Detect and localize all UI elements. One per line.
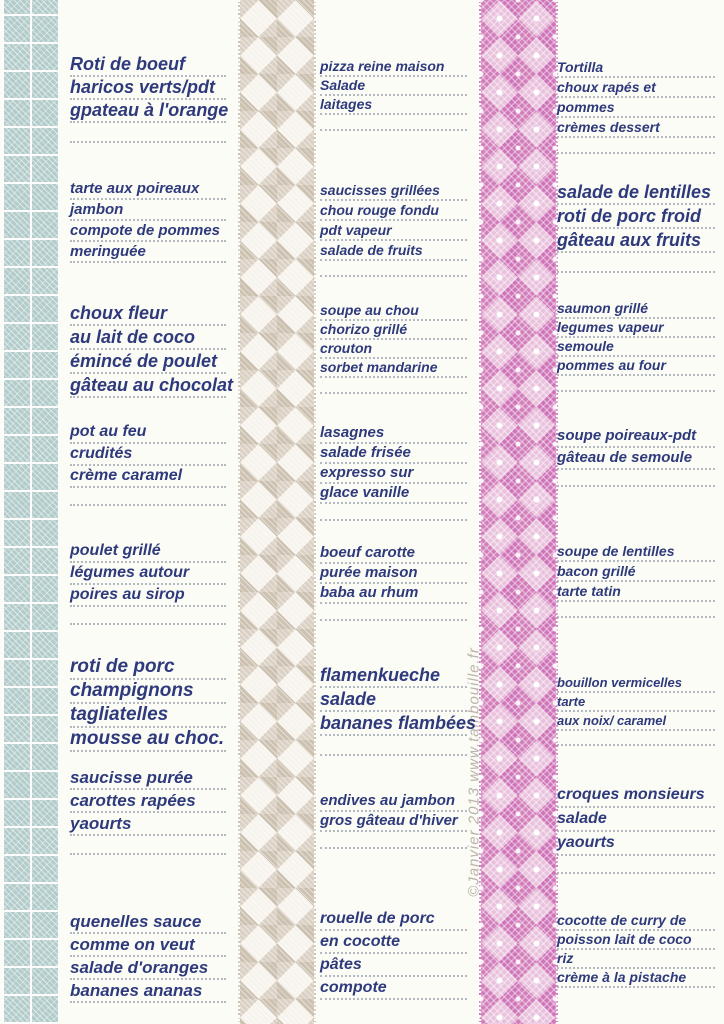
empty-ruled-line [320, 267, 467, 277]
menu-item-text: quenelles sauce [70, 912, 202, 931]
ruled-menu-line [70, 466, 226, 488]
empty-ruled-line [320, 839, 467, 849]
menu-cell [320, 302, 467, 394]
menu-item-text: poires au sirop [70, 586, 185, 603]
ruled-menu-line [320, 302, 467, 321]
menu-item-text: tarte tatin [557, 583, 621, 599]
washi-tape-teal-patchwork-strip [2, 0, 58, 1024]
ruled-menu-line [320, 221, 467, 241]
menu-cell [320, 792, 467, 849]
ruled-menu-line [557, 448, 715, 470]
menu-item-text: gâteau aux fruits [557, 230, 702, 250]
menu-item-text: tarte aux poireaux [70, 180, 200, 197]
menu-item-text: gros gâteau d'hiver [320, 812, 458, 829]
menu-item-text: flamenkueche [320, 665, 441, 685]
menu-item-text: gpateau à l'orange [70, 100, 229, 120]
menu-item-text: baba au rhum [320, 584, 419, 601]
menu-item-text: boeuf carotte [320, 544, 416, 561]
menu-item-text: mousse au choc. [70, 728, 225, 749]
ruled-menu-line [557, 205, 715, 229]
menu-item-text: gâteau de semoule [557, 449, 693, 466]
menu-item-text: saucisses grillées [320, 182, 440, 198]
menu-item-text: aux noix/ caramel [557, 713, 667, 728]
ruled-menu-line [320, 359, 467, 378]
ruled-menu-line [320, 444, 467, 464]
menu-item-text: jambon [70, 201, 124, 218]
menu-cell [70, 767, 226, 855]
menu-item-text: crème à la pistache [557, 969, 687, 985]
empty-ruled-line [557, 477, 715, 487]
menu-item-text: croques monsieurs [557, 786, 705, 803]
ruled-menu-line [70, 656, 226, 680]
ruled-menu-line [70, 200, 226, 221]
menu-cell [70, 179, 226, 263]
menu-cell [70, 656, 226, 752]
empty-ruled-line [557, 261, 715, 273]
ruled-menu-line [70, 326, 226, 350]
ruled-menu-line [70, 302, 226, 326]
menu-item-text: au lait de coco [70, 327, 196, 347]
menu-cell [557, 784, 715, 874]
ruled-menu-line [70, 957, 226, 980]
ruled-menu-line [70, 813, 226, 836]
ruled-menu-line [320, 954, 467, 977]
ruled-menu-line [557, 931, 715, 950]
ruled-menu-line [320, 688, 467, 712]
washi-tape-pink-crosshatch-strip [479, 0, 558, 1024]
ruled-menu-line [557, 98, 715, 118]
menu-item-text: salade [557, 810, 607, 827]
menu-item-text: Tortilla [557, 59, 604, 75]
ruled-menu-line [70, 541, 226, 563]
ruled-menu-line [557, 118, 715, 138]
ruled-menu-line [70, 790, 226, 813]
empty-ruled-line [320, 744, 467, 756]
empty-ruled-line [320, 511, 467, 521]
menu-item-text: Salade [320, 77, 366, 93]
menu-item-text: poulet grillé [70, 542, 161, 559]
menu-item-text: crèmes dessert [557, 119, 660, 135]
ruled-menu-line [70, 54, 226, 77]
menu-item-text: yaourts [70, 814, 132, 833]
ruled-menu-line [70, 242, 226, 263]
ruled-menu-line [70, 728, 226, 752]
ruled-menu-line [70, 179, 226, 200]
menu-item-text: salade de fruits [320, 242, 423, 258]
menu-item-text: crème caramel [70, 467, 183, 484]
empty-ruled-line [320, 611, 467, 621]
ruled-menu-line [320, 201, 467, 221]
menu-item-text: bananes ananas [70, 981, 203, 1000]
menu-item-text: champignons [70, 680, 194, 701]
ruled-menu-line [557, 784, 715, 808]
ruled-menu-line [557, 426, 715, 448]
copyright-watermark: ©Janvier 2013 www.tambouille.fr [465, 647, 483, 897]
ruled-menu-line [320, 931, 467, 954]
menu-item-text: pot au feu [70, 423, 147, 440]
empty-ruled-line [70, 844, 226, 855]
menu-item-text: en cocotte [320, 933, 401, 950]
menu-item-text: saucisse purée [70, 768, 193, 787]
ruled-menu-line [557, 912, 715, 931]
menu-item-text: soupe de lentilles [557, 543, 675, 559]
menu-item-text: émincé de poulet [70, 351, 218, 371]
empty-ruled-line [320, 121, 467, 131]
menu-cell [320, 544, 467, 621]
ruled-menu-line [320, 484, 467, 504]
menu-cell [70, 541, 226, 625]
menu-cell [557, 181, 715, 273]
ruled-menu-line [70, 422, 226, 444]
menu-cell [320, 58, 467, 131]
menu-item-text: salade [320, 689, 377, 709]
ruled-menu-line [320, 564, 467, 584]
ruled-menu-line [557, 582, 715, 602]
menu-item-text: purée maison [320, 564, 418, 581]
menu-item-text: pizza reine maison [320, 58, 445, 74]
menu-item-text: poisson lait de coco [557, 931, 692, 947]
menu-item-text: cocotte de curry de [557, 912, 687, 928]
menu-item-text: salade frisée [320, 444, 411, 461]
ruled-menu-line [70, 374, 234, 398]
ruled-menu-line [70, 704, 226, 728]
menu-item-text: compote [320, 979, 387, 996]
menu-cell [557, 300, 715, 392]
ruled-menu-line [320, 241, 467, 261]
empty-ruled-line [557, 144, 715, 154]
menu-item-text: bananes flambées [320, 713, 477, 733]
ruled-menu-line [557, 300, 715, 319]
ruled-menu-line [320, 424, 467, 444]
menu-cell [557, 426, 715, 487]
ruled-menu-line [557, 712, 715, 731]
menu-item-text: pommes au four [557, 357, 666, 373]
menu-item-text: riz [557, 950, 574, 966]
menu-cell [557, 674, 715, 746]
menu-item-text: lasagnes [320, 424, 385, 441]
ruled-menu-line [70, 680, 226, 704]
menu-item-text: semoule [557, 338, 614, 354]
empty-ruled-line [320, 384, 467, 394]
ruled-menu-line [70, 980, 226, 1003]
menu-item-text: glace vanille [320, 484, 410, 501]
empty-ruled-line [557, 608, 715, 618]
menu-cell [320, 664, 477, 756]
ruled-menu-line [557, 229, 715, 253]
empty-ruled-line [70, 495, 226, 506]
menu-item-text: pommes [557, 99, 615, 115]
ruled-menu-line [320, 812, 467, 832]
empty-ruled-line [557, 382, 715, 392]
ruled-menu-line [70, 221, 226, 242]
ruled-menu-line [320, 544, 467, 564]
menu-item-text: bouillon vermicelles [557, 675, 682, 690]
ruled-menu-line [70, 77, 226, 100]
menu-item-text: endives au jambon [320, 792, 456, 809]
menu-item-text: Roti de boeuf [70, 54, 185, 74]
menu-cell [70, 302, 234, 398]
menu-item-text: choux fleur [70, 303, 168, 323]
ruled-menu-line [557, 357, 715, 376]
ruled-menu-line [557, 542, 715, 562]
ruled-menu-line [70, 934, 226, 957]
ruled-menu-line [70, 350, 226, 374]
empty-ruled-line [557, 737, 715, 746]
ruled-menu-line [557, 78, 715, 98]
menu-item-text: roti de porc froid [557, 206, 701, 226]
ruled-menu-line [320, 58, 467, 77]
washi-tape-beige-diamonds-strip [238, 0, 316, 1024]
menu-item-text: pdt vapeur [320, 222, 392, 238]
empty-ruled-line [557, 863, 715, 874]
ruled-menu-line [557, 832, 715, 856]
ruled-menu-line [70, 585, 226, 607]
menu-item-text: comme on veut [70, 935, 195, 954]
ruled-menu-line [320, 321, 467, 340]
menu-cell [320, 424, 467, 521]
ruled-menu-line [70, 563, 226, 585]
ruled-menu-line [557, 693, 715, 712]
ruled-menu-line [557, 338, 715, 357]
menu-item-text: bacon grillé [557, 563, 636, 579]
ruled-menu-line [557, 58, 715, 78]
ruled-menu-line [320, 96, 467, 115]
menu-cell [70, 422, 226, 506]
menu-item-text: choux rapés et [557, 79, 656, 95]
menu-item-text: laitages [320, 96, 373, 112]
ruled-menu-line [557, 562, 715, 582]
menu-item-text: crudités [70, 445, 133, 462]
menu-item-text: gâteau au chocolat [70, 375, 234, 395]
ruled-menu-line [70, 911, 226, 934]
menu-item-text: meringuée [70, 243, 146, 260]
menu-item-text: salade d'oranges [70, 958, 209, 977]
ruled-menu-line [320, 712, 477, 736]
ruled-menu-line [320, 464, 467, 484]
ruled-menu-line [70, 767, 226, 790]
menu-item-text: salade de lentilles [557, 182, 712, 202]
menu-item-text: tagliatelles [70, 704, 169, 725]
ruled-menu-line [557, 674, 715, 693]
menu-item-text: légumes autour [70, 564, 190, 581]
menu-item-text: tarte [557, 694, 586, 709]
menu-cell [70, 911, 226, 1003]
menu-item-text: legumes vapeur [557, 319, 664, 335]
menu-item-text: sorbet mandarine [320, 359, 438, 375]
menu-item-text: soupe au chou [320, 302, 419, 318]
menu-item-text: roti de porc [70, 656, 175, 677]
ruled-menu-line [320, 792, 467, 812]
menu-item-text: chorizo grillé [320, 321, 408, 337]
ruled-menu-line [320, 340, 467, 359]
menu-cell [557, 58, 715, 154]
ruled-menu-line [320, 77, 467, 96]
menu-item-text: saumon grillé [557, 300, 649, 316]
menu-item-text: chou rouge fondu [320, 202, 439, 218]
ruled-menu-line [70, 444, 226, 466]
menu-item-text: carottes rapées [70, 791, 196, 810]
ruled-menu-line [557, 808, 715, 832]
ruled-menu-line [320, 181, 467, 201]
menu-cell [320, 181, 467, 277]
ruled-menu-line [320, 977, 467, 1000]
menu-cell [70, 54, 229, 143]
menu-cell [320, 908, 467, 1000]
ruled-menu-line [320, 584, 467, 604]
empty-ruled-line [70, 131, 226, 143]
menu-cell [557, 542, 715, 618]
menu-item-text: yaourts [557, 834, 615, 851]
menu-item-text: expresso sur [320, 464, 414, 481]
menu-cell [557, 912, 715, 988]
menu-item-text: crouton [320, 340, 373, 356]
ruled-menu-line [557, 969, 715, 988]
menu-item-text: haricos verts/pdt [70, 77, 216, 97]
menu-item-text: rouelle de porc [320, 910, 435, 927]
menu-item-text: soupe poireaux-pdt [557, 427, 697, 444]
ruled-menu-line [70, 100, 229, 123]
empty-ruled-line [70, 614, 226, 625]
ruled-menu-line [320, 664, 467, 688]
ruled-menu-line [320, 908, 467, 931]
menu-item-text: compote de pommes [70, 222, 221, 239]
ruled-menu-line [557, 319, 715, 338]
menu-item-text: pâtes [320, 956, 362, 973]
ruled-menu-line [557, 950, 715, 969]
ruled-menu-line [557, 181, 715, 205]
